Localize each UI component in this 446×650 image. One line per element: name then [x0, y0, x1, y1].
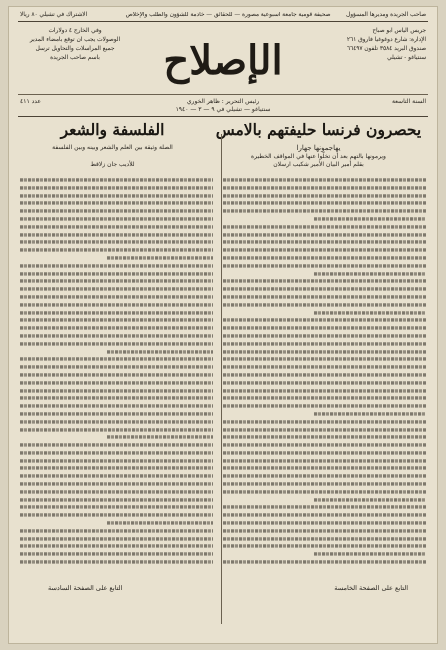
left-continuation-note: التابع على الصفحة السادسة: [48, 584, 123, 592]
publisher-note: صاحب الجريدة ومديرها المسؤول: [346, 12, 426, 18]
text-line: [20, 233, 213, 236]
text-line: [20, 420, 213, 423]
info-right-1: جريس الياس ابو صباح: [372, 28, 426, 34]
text-line: [223, 233, 426, 236]
text-line: [223, 202, 426, 205]
text-line: [223, 373, 426, 376]
text-line: [20, 475, 213, 478]
text-line: [223, 194, 426, 197]
text-line: [223, 342, 426, 345]
text-line: [20, 342, 213, 345]
text-line: [20, 303, 213, 306]
text-line: [223, 451, 426, 454]
text-line: [223, 514, 426, 517]
right-subhead-2: ويرمونها بالتهم بعد أن تخلّوا عنها في المواقف الخطيرة: [251, 153, 386, 160]
text-line: [223, 560, 426, 563]
text-line: [223, 404, 426, 407]
subscription-note: الاشتراك في تشيلي ٨٠ ريالا: [20, 12, 88, 18]
text-line: [20, 272, 213, 275]
text-line: [223, 326, 426, 329]
info-right-2: الإدارة: شارع دوغوغيا فاروق ٢٦١: [346, 37, 426, 43]
text-line: [20, 202, 213, 205]
text-line: [20, 545, 213, 548]
text-line: [20, 311, 213, 314]
text-line: [20, 482, 213, 485]
text-line: [223, 537, 426, 540]
top-rule: [18, 21, 428, 22]
text-line: [223, 436, 426, 439]
text-line: [223, 334, 426, 337]
text-line: [20, 537, 213, 540]
editor-label: رئيس التحرير : ظاهر الخوري: [186, 98, 260, 105]
text-line: [20, 225, 213, 228]
text-line: [20, 295, 213, 298]
text-line: [107, 521, 213, 524]
text-line: [20, 506, 213, 509]
text-line: [107, 350, 213, 353]
text-line: [20, 467, 213, 470]
text-line: [223, 521, 426, 524]
text-line: [20, 514, 213, 517]
left-byline: للأديب جان زلاقط: [90, 161, 135, 168]
text-line: [20, 217, 213, 220]
text-line: [223, 545, 426, 548]
text-line: [223, 256, 426, 259]
text-line: [20, 490, 213, 493]
text-line: [20, 381, 213, 384]
text-line: [223, 397, 426, 400]
text-line: [20, 241, 213, 244]
text-line: [20, 560, 213, 563]
text-line: [223, 459, 426, 462]
text-line: [223, 467, 426, 470]
text-line: [223, 529, 426, 532]
text-line: [20, 248, 213, 251]
text-line: [20, 334, 213, 337]
text-line: [223, 295, 426, 298]
info-left-1: وفي الخارج ٤ دولارات: [48, 28, 102, 34]
issue-number: عدد ٤١١: [20, 98, 41, 105]
sub-strip-rule-bottom: [18, 116, 428, 117]
info-left-4: باسم صاحب الجريدة: [50, 55, 100, 61]
text-line: [20, 365, 213, 368]
text-line: [20, 358, 213, 361]
text-line: [314, 311, 426, 314]
left-subhead: الصلة وثيقة بين العلم والشعر وبينه وبين الفلسفة: [52, 144, 173, 151]
text-line: [20, 326, 213, 329]
text-line: [223, 506, 426, 509]
tagline: صحيفة قومية جامعة أسبوعية مصورة — للحقائق — خادمة للشؤون والطلب والإخلاص: [125, 12, 331, 18]
right-article-body: [223, 176, 426, 576]
text-line: [20, 404, 213, 407]
text-line: [107, 436, 213, 439]
column-separator: [221, 134, 222, 624]
text-line: [223, 241, 426, 244]
text-line: [223, 475, 426, 478]
date-label: سنتياغو — تشيلي في ٩ — ٣ — ١٩٤٠: [175, 106, 271, 113]
text-line: [223, 264, 426, 267]
text-line: [223, 420, 426, 423]
text-line: [20, 529, 213, 532]
text-line: [20, 209, 213, 212]
text-line: [223, 225, 426, 228]
text-line: [314, 217, 426, 220]
text-line: [223, 209, 426, 212]
right-subhead-1: يهاجمونها جهارا: [296, 144, 341, 152]
text-line: [20, 451, 213, 454]
right-byline: بقلم أمير البيان الأمير شكيب ارسلان: [273, 161, 364, 168]
newspaper-page: [8, 6, 438, 644]
text-line: [223, 280, 426, 283]
text-line: [20, 443, 213, 446]
text-line: [223, 381, 426, 384]
sub-strip-rule-top: [18, 94, 428, 95]
text-line: [20, 319, 213, 322]
text-line: [20, 498, 213, 501]
info-right-4: سنتياغو - تشيلي: [387, 55, 426, 61]
masthead-title: الإصلاح: [163, 37, 283, 84]
text-line: [314, 412, 426, 415]
text-line: [20, 373, 213, 376]
text-line: [20, 389, 213, 392]
volume-label: السنة التاسعة: [391, 98, 426, 105]
text-line: [223, 287, 426, 290]
text-line: [223, 389, 426, 392]
text-line: [223, 178, 426, 181]
text-line: [20, 397, 213, 400]
text-line: [20, 264, 213, 267]
info-left-2: الوصولات يجب ان توقع بامضاء المدير: [29, 37, 121, 43]
text-line: [223, 482, 426, 485]
info-left-3: جميع المراسلات والتحاويل ترسل: [35, 46, 115, 52]
text-line: [223, 490, 426, 493]
text-line: [20, 428, 213, 431]
info-right-3: صندوق البريد ٣٥٨٤ تلفون ٦٦٤٩٧: [346, 46, 426, 52]
text-line: [20, 280, 213, 283]
text-line: [223, 365, 426, 368]
text-line: [20, 287, 213, 290]
text-line: [223, 319, 426, 322]
text-line: [223, 303, 426, 306]
text-line: [314, 498, 426, 501]
text-line: [223, 350, 426, 353]
text-line: [223, 186, 426, 189]
text-line: [20, 553, 213, 556]
text-line: [107, 256, 213, 259]
text-line: [20, 459, 213, 462]
right-headline: يحصرون فرنسا حليفتهم بالامس: [215, 120, 422, 139]
text-line: [314, 553, 426, 556]
text-line: [223, 428, 426, 431]
text-line: [20, 412, 213, 415]
text-line: [20, 178, 213, 181]
left-article-body: [20, 176, 213, 576]
left-headline: الفلسفة والشعر: [60, 120, 165, 139]
right-continuation-note: التابع على الصفحة الخامسة: [334, 584, 408, 592]
text-line: [314, 272, 426, 275]
text-line: [223, 358, 426, 361]
text-line: [20, 186, 213, 189]
text-line: [223, 248, 426, 251]
text-line: [20, 194, 213, 197]
text-line: [223, 443, 426, 446]
